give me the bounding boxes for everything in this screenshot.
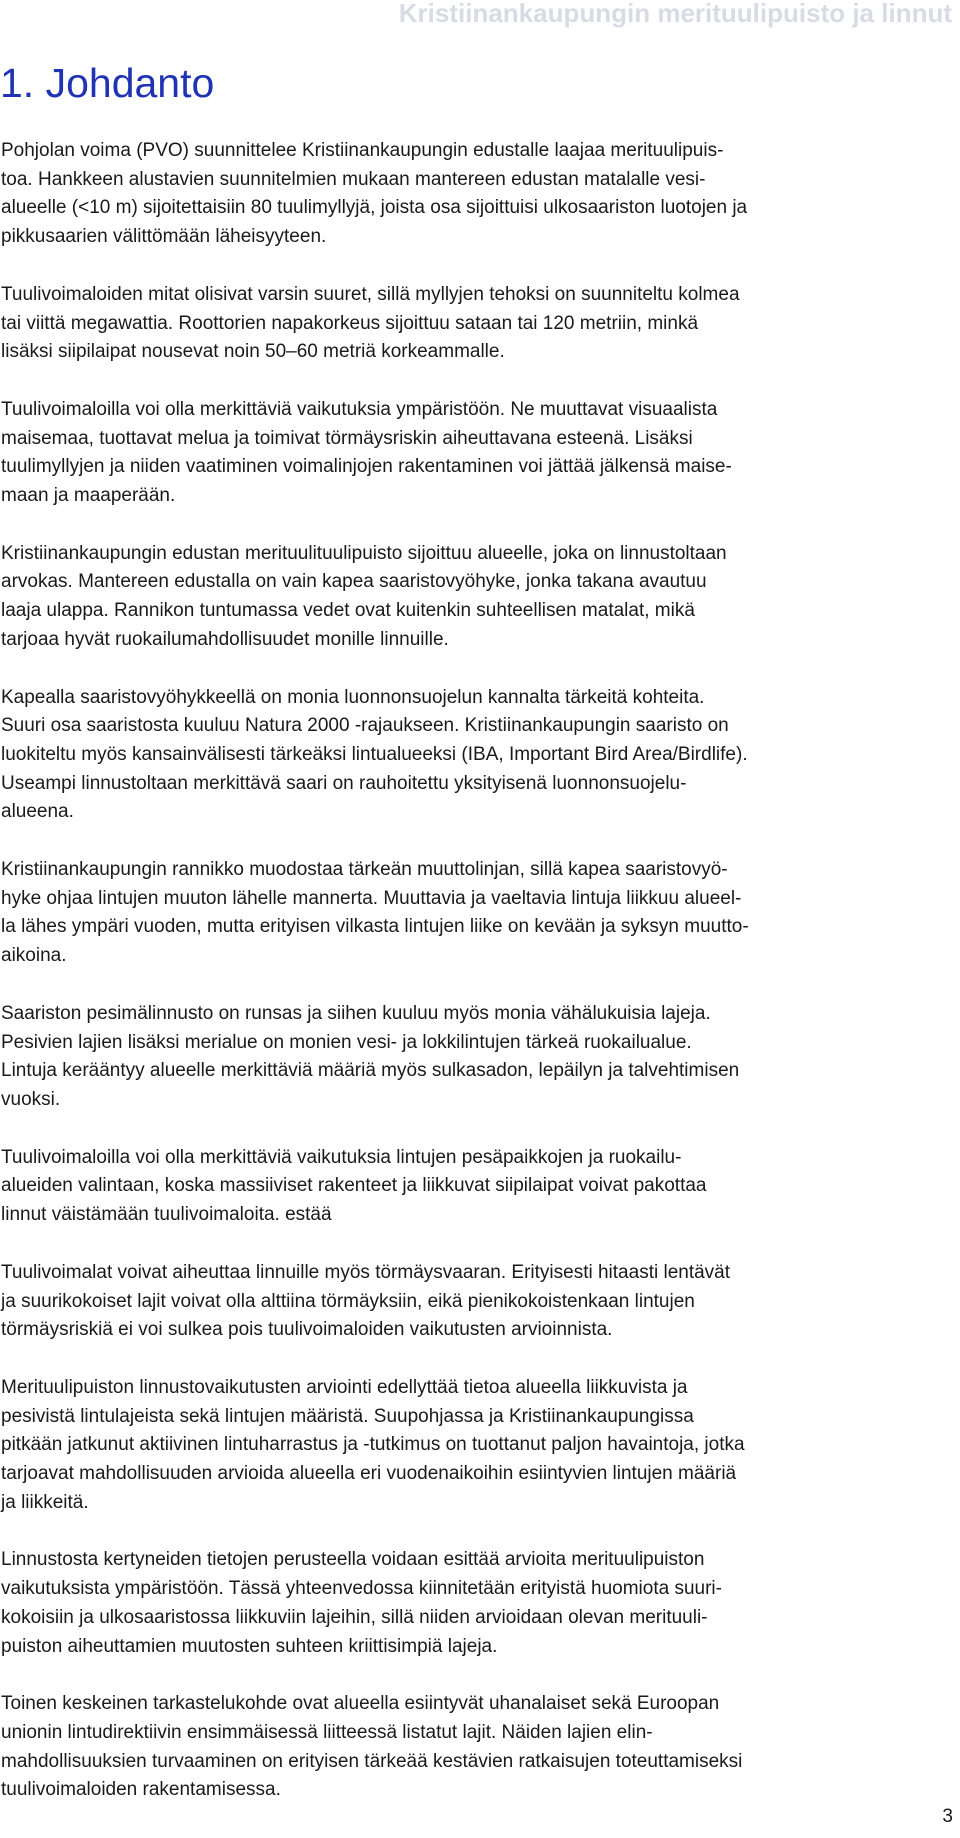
text-line: alueena. xyxy=(1,801,74,823)
text-line: Suuri osa saaristosta kuuluu Natura 2000 -rajaukseen. Kristiinankaupungin saaristo on xyxy=(1,715,729,737)
paragraph xyxy=(1,1374,951,1518)
text-line: alueelle (<10 m) sijoitettaisiin 80 tuulimyllyjä, joista osa sijoittuisi ulkosaariston luotojen ja xyxy=(1,197,748,219)
text-line: Linnustosta kertyneiden tietojen perusteella voidaan esittää arvioita merituulipuiston xyxy=(1,1549,705,1571)
running-header: Kristiinankaupungin merituulipuisto ja linnut xyxy=(398,0,952,28)
text-line: ja suurikokoiset lajit voivat olla alttiina törmäyksiin, eikä pienikokoistenkaan lintujen xyxy=(1,1290,695,1312)
text-line: Kristiinankaupungin edustan merituulituulipuisto sijoittuu alueelle, joka on linnustoltaan xyxy=(1,542,727,564)
text-line: laaja ulappa. Rannikon tuntumassa vedet ovat kuitenkin suhteellisen matalat, mikä xyxy=(1,600,695,622)
text-line: Saariston pesimälinnusto on runsas ja siihen kuuluu myös monia vähälukuisia lajeja. xyxy=(1,1002,711,1024)
text-line: vaikutuksista ympäristöön. Tässä yhteenvedossa kiinnitetään erityistä huomiota suuri- xyxy=(1,1578,722,1600)
text-line: alueiden valintaan, koska massiiviset rakenteet ja liikkuvat siipilaipat voivat pakottaa xyxy=(1,1175,707,1197)
text-line: pesivistä lintulajeista sekä lintujen määristä. Suupohjassa ja Kristiinankaupungissa xyxy=(1,1405,694,1427)
text-line: arvokas. Mantereen edustalla on vain kapea saaristovyöhyke, jonka takana avautuu xyxy=(1,571,707,593)
text-line: unionin lintudirektiivin ensimmäisessä liitteessä listatut lajit. Näiden lajien elin- xyxy=(1,1721,653,1743)
chapter-title: 1. Johdanto xyxy=(0,60,215,106)
text-line: tuulivoimaloiden rakentamisessa. xyxy=(1,1779,281,1801)
text-line: Pesivien lajien lisäksi merialue on monien vesi- ja lokkilintujen tärkeä ruokailualue. xyxy=(1,1031,692,1053)
paragraph xyxy=(1,1259,951,1345)
text-line: maisemaa, tuottavat melua ja toimivat törmäysriskin aiheuttavana esteenä. Lisäksi xyxy=(1,427,693,449)
text-line: luokiteltu myös kansainvälisesti tärkeäksi lintualueeksi (IBA, Important Bird Area/Birdlife). xyxy=(1,743,748,765)
text-line: Lintuja kerääntyy alueelle merkittäviä määriä myös sulkasadon, lepäilyn ja talvehtimisen xyxy=(1,1060,740,1082)
text-line: tarjoaa hyvät ruokailumahdollisuudet monille linnuille. xyxy=(1,628,449,650)
paragraph xyxy=(1,684,951,828)
text-line: Merituulipuiston linnustovaikutusten arviointi edellyttää tietoa alueella liikkuvista ja xyxy=(1,1376,688,1398)
text-line: puiston aiheuttamien muutosten suhteen kriittisimpiä lajeja. xyxy=(1,1635,498,1657)
text-line: Tuulivoimaloiden mitat olisivat varsin suuret, sillä myllyjen tehoksi on suunniteltu kolmea xyxy=(1,283,740,305)
text-line: lisäksi siipilaipat nousevat noin 50–60 metriä korkeammalle. xyxy=(1,341,505,363)
text-line: Tuulivoimaloilla voi olla merkittäviä vaikutuksia ympäristöön. Ne muuttavat visuaalista xyxy=(1,398,718,420)
text-line: ja liikkeitä. xyxy=(1,1491,89,1513)
text-line: toa. Hankkeen alustavien suunnitelmien mukaan mantereen edustan matalalle vesi- xyxy=(1,168,706,190)
body-text xyxy=(1,137,951,1834)
text-line: Pohjolan voima (PVO) suunnittelee Kristiinankaupungin edustalle laajaa merituulipuis- xyxy=(1,140,724,161)
text-line: Kapealla saaristovyöhykkeellä on monia luonnonsuojelun kannalta tärkeitä kohteita. xyxy=(1,686,705,708)
text-line: Tuulivoimaloilla voi olla merkittäviä vaikutuksia lintujen pesäpaikkojen ja ruokailu- xyxy=(1,1146,682,1168)
text-line: törmäysriskiä ei voi sulkea pois tuulivoimaloiden vaikutusten arvioinnista. xyxy=(1,1319,613,1341)
page-number: 3 xyxy=(942,1806,953,1827)
paragraph xyxy=(1,1144,951,1230)
paragraph xyxy=(1,1690,951,1805)
text-line: Toinen keskeinen tarkastelukohde ovat alueella esiintyvät uhanalaiset sekä Euroopan xyxy=(1,1693,720,1715)
paragraph xyxy=(1,281,951,367)
text-line: tuulimyllyjen ja niiden vaatiminen voimalinjojen rakentaminen voi jättää jälkensä maise- xyxy=(1,456,732,478)
text-line: pikkusaarien välittömään läheisyyteen. xyxy=(1,226,327,248)
text-line: tai viittä megawattia. Roottorien napakorkeus sijoittuu sataan tai 120 metriin, minkä xyxy=(1,312,699,334)
paragraph xyxy=(1,856,951,971)
paragraph xyxy=(1,540,951,655)
text-line: Useampi linnustoltaan merkittävä saari on rauhoitettu yksityisenä luonnonsuojelu- xyxy=(1,772,687,794)
text-line: Tuulivoimalat voivat aiheuttaa linnuille myös törmäysvaaran. Erityisesti hitaasti lentävät xyxy=(1,1261,731,1283)
text-line: kokoisiin ja ulkosaaristossa liikkuviin lajeihin, sillä niiden arvioidaan olevan merituuli- xyxy=(1,1606,708,1628)
text-line: tarjoavat mahdollisuuden arvioida alueella eri vuodenaikoihin esiintyvien lintujen määriä xyxy=(1,1463,737,1485)
paragraph xyxy=(1,1546,951,1661)
text-line: hyke ohjaa lintujen muuton lähelle mannerta. Muuttavia ja vaeltavia lintuja liikkuu alueel- xyxy=(1,887,742,909)
text-line: pitkään jatkunut aktiivinen lintuharrastus ja -tutkimus on tuottanut paljon havaintoja, jotka xyxy=(1,1434,745,1456)
paragraph xyxy=(1,137,951,252)
paragraph xyxy=(1,1000,951,1115)
text-line: vuoksi. xyxy=(1,1088,61,1110)
text-line: la lähes ympäri vuoden, mutta erityisen vilkasta lintujen liike on kevään ja syksyn muutto- xyxy=(1,916,749,938)
text-line: mahdollisuuksien turvaaminen on erityisen tärkeää kestävien ratkaisujen toteuttamiseksi xyxy=(1,1750,743,1772)
paragraph xyxy=(1,396,951,511)
text-line: linnut väistämään tuulivoimaloita. estää xyxy=(1,1204,332,1226)
text-line: Kristiinankaupungin rannikko muodostaa tärkeän muuttolinjan, sillä kapea saaristovyö- xyxy=(1,859,728,881)
text-line: maan ja maaperään. xyxy=(1,485,176,507)
text-line: aikoina. xyxy=(1,945,67,967)
